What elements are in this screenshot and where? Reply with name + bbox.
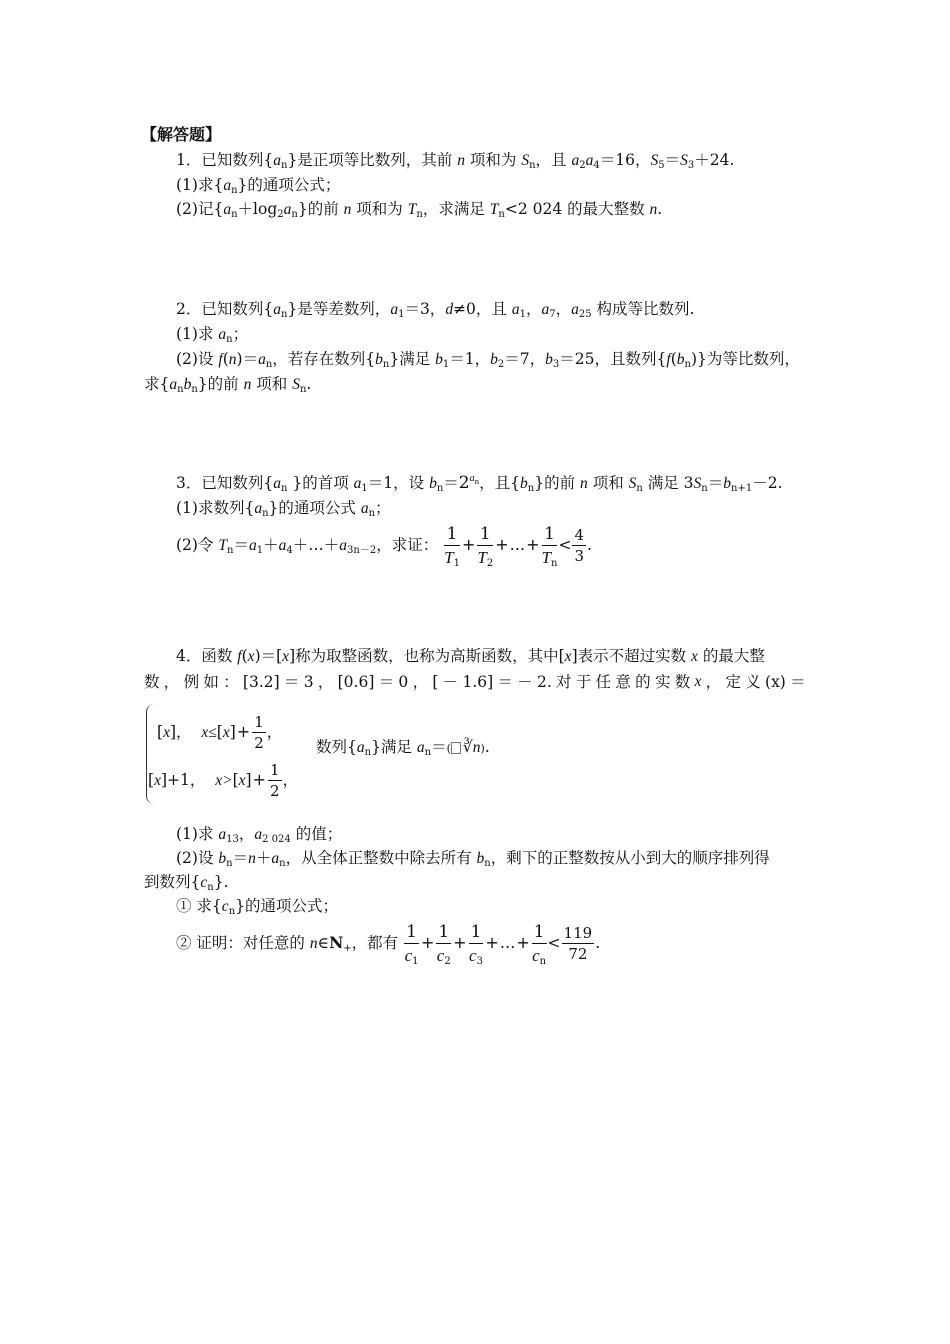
p4-case-1: [x]， x≤[x]+ $\frac{1}{2}$ ， bbox=[157, 713, 283, 752]
placeholder-box-icon bbox=[451, 742, 461, 754]
p4-case-1-frac: $\frac{1}{2}$ bbox=[254, 713, 264, 752]
p4-frac-3: $\frac{1}{c_3}$ bbox=[469, 921, 483, 967]
p4-q2-cont: 到数列$\{c_n\}$. bbox=[144, 873, 229, 893]
p3-frac-n: $\frac{1}{T_n}$ bbox=[541, 523, 558, 569]
p3-q1: (1)求数列$\{a_n\}$的通项公式 $a_n$； bbox=[176, 499, 391, 519]
p4-sequence-def: 数列$\{a_n\}$满足 $a_n=$( ∛n). bbox=[316, 738, 490, 758]
p4-q1: (1)求 $a_{13}$，$a_{2 024}$ 的值； bbox=[176, 825, 343, 845]
p4-q2-ii: ② 证明：对任意的 $n\in N_+$，都有 $\frac{1}{c_1}$ + $\frac{1}{c_2}$ + $\frac{1}{c_3}$ +…+ $\frac{1}{c_n}$ < $\frac{119}{72}$ . bbox=[176, 921, 601, 967]
p3-frac-2: $\frac{1}{T_2}$ bbox=[477, 523, 494, 569]
p4-case-2: [x]+1， x>[x]+ $\frac{1}{2}$ ， bbox=[148, 761, 299, 800]
p4-frac-2: $\frac{1}{c_2}$ bbox=[436, 921, 451, 967]
p4-stem-2: 数 ， 例 如 ： [3.2] ＝ 3 ， [0.6] ＝ 0 ， [ － 1.6] ＝ － 2. 对 于 任 意 的 实 数 x ， 定 义 (x) ＝ bbox=[144, 673, 806, 691]
p1-q1: (1)求$\{a_n\}$的通项公式； bbox=[176, 176, 341, 196]
p3-q2: (2)令 $T_n=a_1+a_4+\dots+a_{3n-2}$，求证： $\frac{1}{T_1}$ + $\frac{1}{T_2}$ +…+ $\frac{1}{T_n}$ < $\frac{4}{3}$ . bbox=[176, 523, 592, 569]
p2-q2-cont: 求$\{a_nb_n\}$的前 n 项和 $S_n$. bbox=[144, 375, 312, 395]
p1-q2: (2)记$\{a_n+\log_2a_n\}$的前 n 项和为 $T_n$，求满足 $T_n<2$ 024 的最大整数 n. bbox=[176, 200, 663, 220]
p4-frac-n: $\frac{1}{c_n}$ bbox=[532, 921, 547, 967]
p2-q1: (1)求 $a_n$； bbox=[176, 325, 249, 345]
p4-frac-bound: $\frac{119}{72}$ bbox=[563, 924, 593, 963]
p4-q2: (2)设 $b_n=n+a_n$，从全体正整数中除去所有 $b_n$，剩下的正整数按从小到大的顺序排列得 bbox=[176, 849, 770, 869]
p3-frac-bound: $\frac{4}{3}$ bbox=[574, 526, 585, 565]
p2-q2: (2)设 $f(n)=a_n$，若存在数列$\{b_n\}$满足 $b_1=1$，$b_2=7$，$b_3=25$，且数列$\{f(b_n)\}$为等比数列， bbox=[176, 350, 800, 370]
p4-frac-1: $\frac{1}{c_1}$ bbox=[404, 921, 419, 967]
p1-stem: 1．已知数列$\{a_n\}$是正项等比数列，其前 n 项和为 $S_n$，且 $a_2a_4=16$，$S_5=S_3+24$. bbox=[176, 151, 735, 171]
p3-frac-1: $\frac{1}{T_1}$ bbox=[444, 523, 460, 569]
p2-stem: 2．已知数列$\{a_n\}$是等差数列，$a_1=3$，d≠0，且 $a_1$，$a_7$，$a_{25}$ 构成等比数列. bbox=[176, 300, 695, 320]
section-title: 【解答题】 bbox=[141, 125, 222, 144]
p4-stem-1: 4．函数 f(x)＝[x]称为取整函数，也称为高斯函数，其中[x]表示不超过实数 x 的最大整 bbox=[176, 647, 765, 665]
p4-q2-i: ① 求$\{c_n\}$的通项公式； bbox=[176, 897, 339, 917]
p4-case-2-frac: $\frac{1}{2}$ bbox=[270, 761, 280, 800]
p3-stem: 3．已知数列{$a_n$ }的首项 $a_1=1$，设 $b_n=2^{a_n}$，且$\{b_n\}$的前 n 项和 $S_n$ 满足 $3S_n=b_{n+1}-2$. bbox=[176, 473, 783, 494]
